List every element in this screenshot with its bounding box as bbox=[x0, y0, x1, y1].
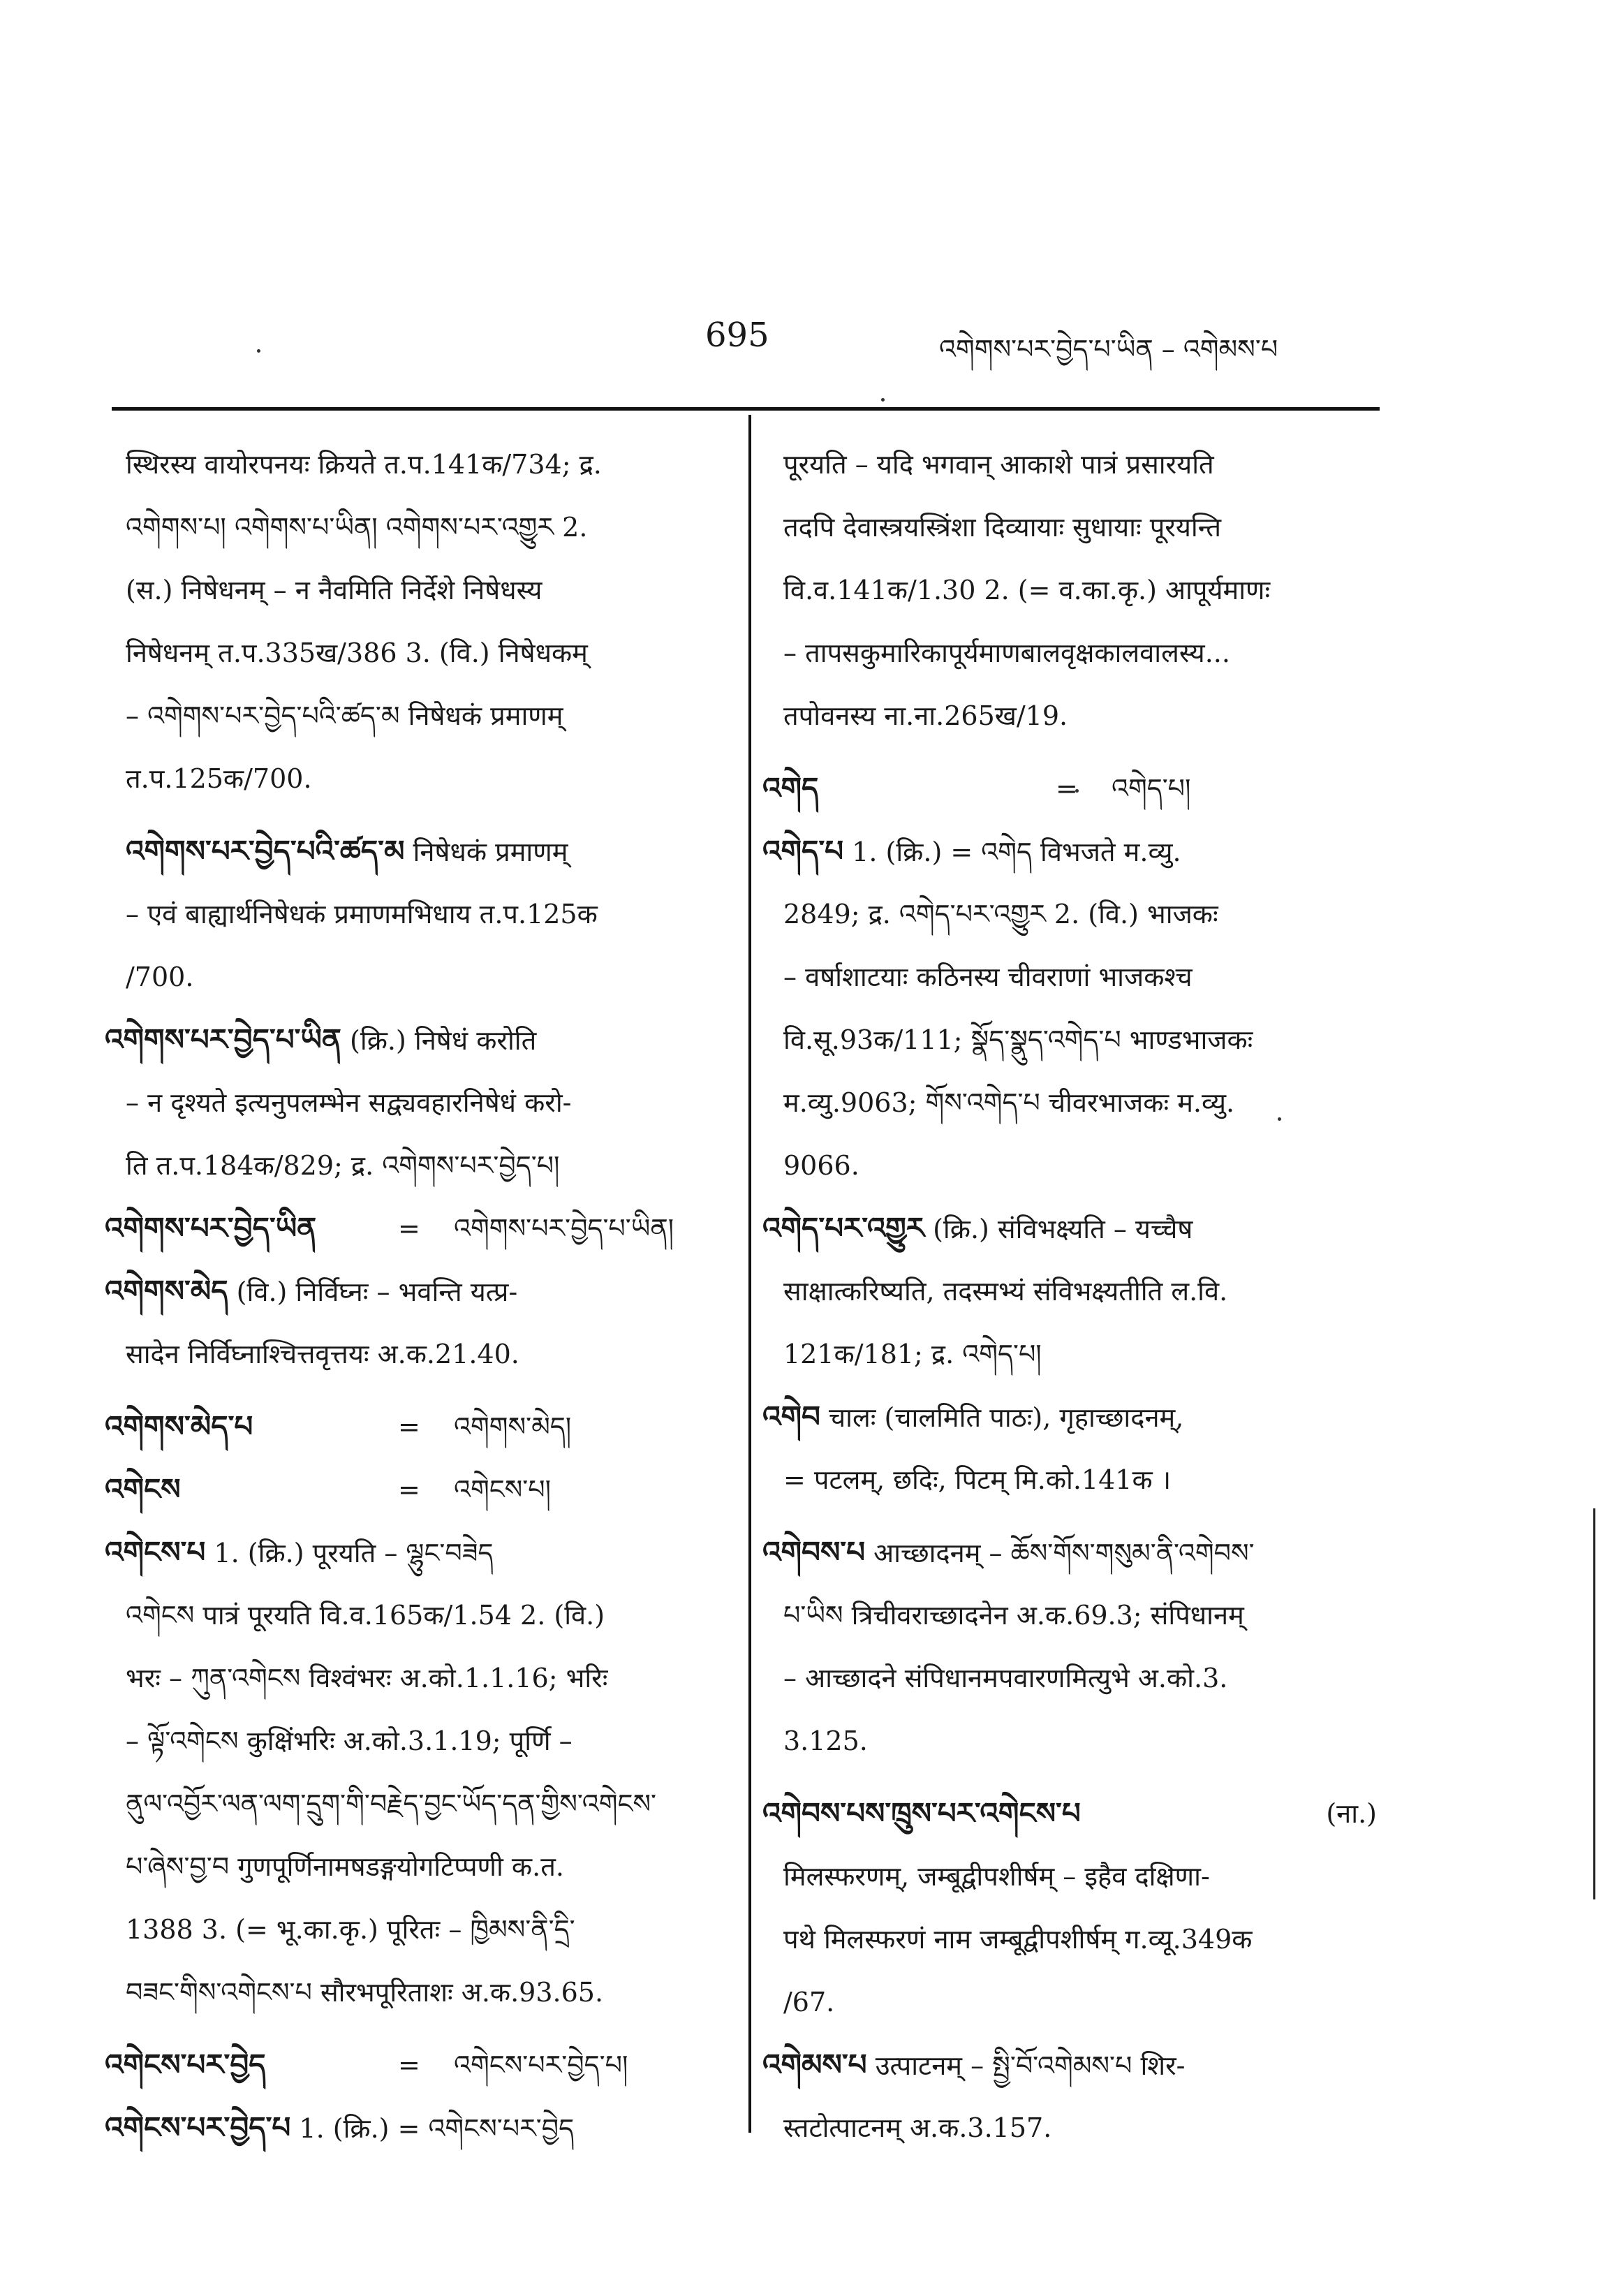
grammar-tag: (ना.) bbox=[1326, 1798, 1377, 1829]
left-column-line bbox=[105, 820, 726, 883]
entry-text: भरः – ཀུན་འགེངས विश्वंभरः अ.को.1.1.16; भरिः bbox=[126, 1663, 608, 1693]
left-column-line bbox=[105, 1197, 726, 1260]
entry-headword: འགེགས་པར་བྱེད་པའི་ཚད་མ bbox=[126, 834, 405, 868]
entry-text: स्थिरस्य वायोरपनयः क्रियते त.प.141क/734; द्र. bbox=[126, 449, 602, 480]
entry-text: པ་ཞེས་བྱ་བ गुणपूर्णिनामषडङ्गयोगटिप्पणी क.त. bbox=[126, 1851, 564, 1882]
left-column-line bbox=[105, 1071, 726, 1134]
entry-text: འགེངས पात्रं पूरयति वि.व.165क/1.54 2. (वि.) bbox=[126, 1600, 605, 1631]
left-column-line bbox=[105, 1134, 726, 1197]
page-number: 695 bbox=[705, 316, 769, 355]
cross-reference: འགེངས་པ། bbox=[454, 1474, 552, 1505]
entry-text: /700. bbox=[126, 962, 194, 992]
left-column-line bbox=[105, 1898, 726, 1961]
entry-text: (वि.) निर्विघ्नः – भवन्ति यत्प्र- bbox=[228, 1277, 518, 1307]
entry-headword: འགེགས་པར་བྱེད་པ་ཡིན bbox=[105, 1022, 341, 1057]
right-column-line bbox=[762, 1260, 1391, 1323]
left-column-line bbox=[105, 684, 726, 747]
right-column-line bbox=[762, 2096, 1391, 2159]
scan-speck bbox=[257, 349, 260, 353]
equals-sign: = bbox=[1056, 773, 1078, 804]
entry-text: (क्रि.) निषेधं करोति bbox=[341, 1025, 537, 1056]
entry-text: 1388 3. (= भू.का.कृ.) पूरितः – ཁྱིམས་ནི་དྲི་ bbox=[126, 1914, 575, 1945]
left-column-line bbox=[105, 1647, 726, 1710]
entry-headword: འགེད bbox=[762, 771, 819, 805]
entry-text: – ལྟོ་འགེངས कुक्षिंभरिः अ.को.3.1.19; पूर्णि – bbox=[126, 1726, 573, 1756]
entry-headword: འགེགས་པར་བྱེད་ཡིན bbox=[105, 1211, 317, 1245]
entry-text: 1. (क्रि.) = འགེད विभजते म.व्यु. bbox=[843, 837, 1181, 867]
entry-text: सादेन निर्विघ्नाश्चित्तवृत्तयः अ.क.21.40. bbox=[126, 1339, 519, 1369]
entry-headword: འགེམས་པ bbox=[762, 2047, 867, 2082]
left-column-line bbox=[105, 1008, 726, 1071]
left-column-line bbox=[105, 1584, 726, 1647]
right-column bbox=[762, 433, 1391, 2159]
entry-text: निषेधनम् त.प.335ख/386 3. (वि.) निषेधकम् bbox=[126, 638, 588, 668]
right-column-line bbox=[762, 559, 1391, 622]
right-column-line bbox=[762, 684, 1391, 747]
entry-headword: འགེངས་པ bbox=[105, 1535, 206, 1569]
left-column-line bbox=[105, 1395, 726, 1458]
entry-text: तदपि देवास्त्रयस्त्रिंशा दिव्यायाः सुधायाः पूरयन्ति bbox=[783, 512, 1222, 543]
entry-text: पूरयति – यदि भगवान् आकाशे पात्रं प्रसारयति bbox=[783, 449, 1214, 480]
right-column-line bbox=[762, 496, 1391, 559]
right-column-line bbox=[762, 1521, 1391, 1584]
entry-headword: འགེད་པར་འགྱུར bbox=[762, 1211, 925, 1245]
left-column-line bbox=[105, 2096, 726, 2159]
entry-text: བཟང་གིས་འགེངས་པ सौरभपूरिताशः अ.क.93.65. bbox=[126, 1977, 604, 2008]
left-column-line bbox=[105, 496, 726, 559]
right-column-line bbox=[762, 1647, 1391, 1710]
left-column-line bbox=[105, 883, 726, 946]
entry-text: 3.125. bbox=[783, 1726, 868, 1756]
right-column-line bbox=[762, 1323, 1391, 1385]
entry-text: 2849; द्र. འགེད་པར་འགྱུར 2. (वि.) भाजकः bbox=[783, 899, 1218, 929]
entry-text: तपोवनस्य ना.ना.265ख/19. bbox=[783, 700, 1068, 731]
entry-text: = पटलम्, छदिः, पिटम् मि.को.141क । bbox=[783, 1464, 1172, 1495]
entry-text: 1. (क्रि.) पूरयति – ལྷུང་བཟེད bbox=[205, 1538, 494, 1568]
left-column-line bbox=[105, 747, 726, 810]
entry-text: འགེགས་པ། འགེགས་པ་ཡིན། འགེགས་པར་འགྱུར 2. bbox=[126, 512, 588, 543]
entry-text: वि.सू.93क/111; སྣོད་སྣུད་འགེད་པ भाण्डभाजकः bbox=[783, 1024, 1253, 1055]
entry-text: ति त.प.184क/829; द्र. འགེགས་པར་བྱེད་པ། bbox=[126, 1150, 560, 1181]
entry-text: वि.व.141क/1.30 2. (= व.का.कृ.) आपूर्यमाणः bbox=[783, 575, 1271, 605]
left-column-line bbox=[105, 433, 726, 496]
entry-headword: འགེགས་མེད bbox=[105, 1274, 228, 1308]
left-column-line bbox=[105, 1458, 726, 1521]
right-column-line bbox=[762, 1197, 1391, 1260]
entry-text: म.व्यु.9063; གོས་འགེད་པ चीवरभाजकः म.व्यु. bbox=[783, 1087, 1235, 1118]
equals-sign: = bbox=[398, 1474, 420, 1505]
scan-speck bbox=[881, 398, 885, 402]
right-column-line bbox=[762, 1710, 1391, 1772]
left-column bbox=[105, 433, 726, 2159]
equals-sign: = bbox=[398, 1411, 420, 1442]
right-column-line bbox=[762, 622, 1391, 684]
entry-text: मिलस्फरणम्, जम्बूद्वीपशीर्षम् – इहैव दक्षिणा- bbox=[783, 1861, 1210, 1892]
cross-reference: འགེགས་མེད། bbox=[454, 1411, 572, 1442]
right-column-line bbox=[762, 946, 1391, 1008]
entry-text: (क्रि.) संविभक्ष्यति – यच्चैष bbox=[924, 1214, 1193, 1244]
right-column-line bbox=[762, 433, 1391, 496]
cross-reference: འགེད་པ། bbox=[1112, 773, 1191, 804]
column-divider bbox=[748, 415, 751, 2133]
left-column-line bbox=[105, 1710, 726, 1772]
margin-mark bbox=[1593, 1508, 1595, 1899]
entry-text: साक्षात्करिष्यति, तदस्मभ्यं संविभक्ष्यतीति ल.वि. bbox=[783, 1276, 1228, 1307]
entry-text: चालः (चालमिति पाठः), गृहाच्छादनम्, bbox=[820, 1402, 1184, 1433]
right-column-line bbox=[762, 820, 1391, 883]
left-column-line bbox=[105, 1835, 726, 1898]
entry-text: – एवं बाह्यार्थनिषेधकं प्रमाणमभिधाय त.प.125क bbox=[126, 899, 598, 929]
entry-text: 121क/181; द्र. འགེད་པ། bbox=[783, 1339, 1042, 1369]
left-column-line bbox=[105, 1772, 726, 1835]
entry-text: (स.) निषेधनम् – न नैवमिति निर्देशे निषेधस्य bbox=[126, 575, 542, 605]
entry-text: पथे मिलस्फरणं नाम जम्बूद्वीपशीर्षम् ग.व्यू.349क bbox=[783, 1924, 1253, 1955]
right-column-line bbox=[762, 2034, 1391, 2096]
right-column-line bbox=[762, 1071, 1391, 1134]
entry-text: – तापसकुमारिकापूर्यमाणबालवृक्षकालवालस्य... bbox=[783, 638, 1230, 668]
left-column-line bbox=[105, 1260, 726, 1323]
right-column-line bbox=[762, 757, 1391, 820]
entry-headword: འགེད་པ bbox=[762, 834, 844, 868]
right-column-line bbox=[762, 883, 1391, 946]
equals-sign: = bbox=[398, 2050, 420, 2080]
entry-text: པ་ཡིས त्रिचीवराच्छादनेन अ.क.69.3; संपिधानम् bbox=[783, 1600, 1244, 1631]
left-column-line bbox=[105, 622, 726, 684]
header-rule bbox=[112, 407, 1380, 411]
entry-text: 9066. bbox=[783, 1150, 859, 1181]
right-column-line bbox=[762, 1448, 1391, 1511]
right-column-line bbox=[762, 1782, 1391, 1845]
entry-text: 1. (क्रि.) = འགེངས་པར་བྱེད bbox=[290, 2113, 575, 2144]
left-column-line bbox=[105, 2034, 726, 2096]
entry-headword: འགེགས་མེད་པ bbox=[105, 1409, 253, 1443]
left-column-line bbox=[105, 1323, 726, 1385]
right-column-line bbox=[762, 1971, 1391, 2034]
entry-text: निषेधकं प्रमाणम् bbox=[404, 837, 568, 867]
entry-headword: འགེབས་པས་ཁྲུས་པར་འགེངས་པ bbox=[762, 1796, 1081, 1830]
entry-text: उत्पाटनम् – སྤྱི་བོ་འགེམས་པ शिर- bbox=[866, 2050, 1186, 2081]
right-column-line bbox=[762, 1584, 1391, 1647]
right-column-line bbox=[762, 1845, 1391, 1908]
right-column-line bbox=[762, 1908, 1391, 1971]
entry-text: – आच्छादने संपिधानमपवारणमित्युभे अ.को.3. bbox=[783, 1663, 1228, 1693]
entry-headword: འགེངས་པར་བྱེད་པ bbox=[105, 2110, 291, 2145]
entry-headword: འགེབས་པ bbox=[762, 1535, 866, 1569]
entry-text: स्तटोत्पाटनम् अ.क.3.157. bbox=[783, 2112, 1052, 2143]
entry-text: /67. bbox=[783, 1987, 835, 2017]
left-column-line bbox=[105, 559, 726, 622]
right-column-line bbox=[762, 1134, 1391, 1197]
cross-reference: འགེགས་པར་བྱེད་པ་ཡིན། bbox=[454, 1213, 674, 1244]
entry-headword: འགེངས bbox=[105, 1472, 181, 1506]
left-column-line bbox=[105, 1521, 726, 1584]
left-column-line bbox=[105, 1961, 726, 2024]
entry-text: आच्छादनम् – ཆོས་གོས་གསུམ་ནི་འགེབས་ bbox=[865, 1538, 1255, 1568]
entry-text: त.प.125क/700. bbox=[126, 763, 312, 794]
equals-sign: = bbox=[398, 1213, 420, 1244]
entry-headword: འགེབ bbox=[762, 1399, 820, 1434]
entry-text: – न दृश्यते इत्यनुपलम्भेन सद्व्यवहारनिषेधं करो- bbox=[126, 1087, 572, 1118]
left-column-line bbox=[105, 946, 726, 1008]
entry-text: ནུལ་འབྱོར་ལན་ལག་དྲུག་གི་བརྗེད་བྱང་ཡོད་དན་གྱིས་འགེངས་ bbox=[126, 1788, 657, 1819]
running-title: འགེགས་པར་བྱེད་པ་ཡིན – འགེམས་པ bbox=[939, 334, 1278, 365]
right-column-line bbox=[762, 1008, 1391, 1071]
right-column-line bbox=[762, 1385, 1391, 1448]
cross-reference: འགེངས་པར་བྱེད་པ། bbox=[454, 2050, 628, 2080]
entry-headword: འགེངས་པར་བྱེད bbox=[105, 2047, 266, 2082]
entry-text: – वर्षाशाटयाः कठिनस्य चीवराणां भाजकश्च bbox=[783, 962, 1193, 992]
entry-text: – འགེགས་པར་བྱེད་པའི་ཚད་མ निषेधकं प्रमाणम् bbox=[126, 700, 563, 731]
